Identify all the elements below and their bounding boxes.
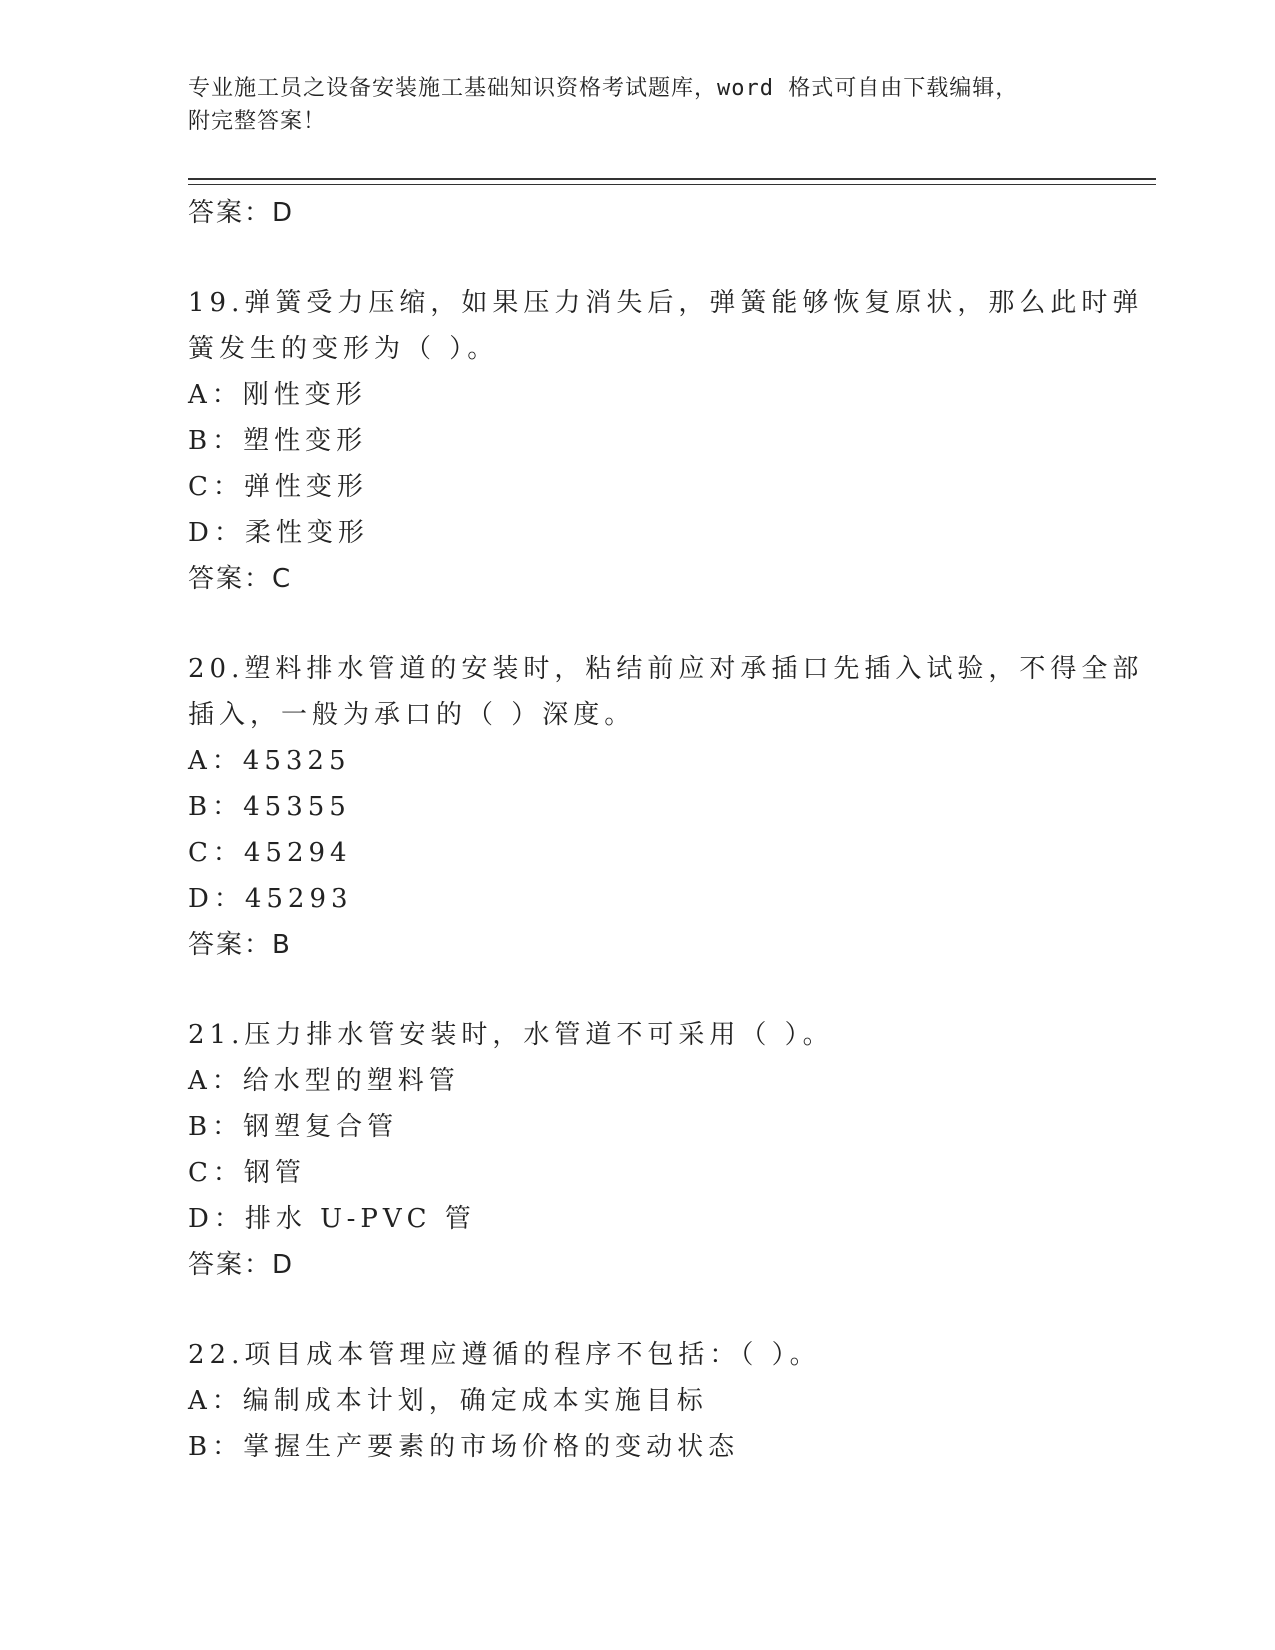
answer-line: 答案：D bbox=[188, 198, 295, 228]
option-a: A：编制成本计划，确定成本实施目标 bbox=[188, 1386, 708, 1416]
option-b: B：塑性变形 bbox=[188, 426, 368, 456]
document-header bbox=[188, 72, 1068, 138]
question-text: 插入，一般为承口的（ ）深度。 bbox=[188, 700, 636, 730]
option-b: B：45355 bbox=[188, 792, 351, 822]
question-20 bbox=[188, 646, 1144, 968]
option-d: D：45293 bbox=[188, 884, 353, 914]
question-19 bbox=[188, 280, 1144, 602]
option-a: A：45325 bbox=[188, 746, 351, 776]
option-d: D：排水 U-PVC 管 bbox=[188, 1204, 476, 1234]
question-21 bbox=[188, 1012, 1088, 1288]
option-d: D：柔性变形 bbox=[188, 518, 369, 548]
question-text: 20.塑料排水管道的安装时，粘结前应对承插口先插入试验，不得全部 bbox=[188, 654, 1144, 684]
question-text: 19.弹簧受力压缩，如果压力消失后，弹簧能够恢复原状，那么此时弹 bbox=[188, 288, 1144, 318]
option-c: C：弹性变形 bbox=[188, 472, 368, 502]
answer-line: 答案：D bbox=[188, 1250, 295, 1280]
header-divider-thick bbox=[188, 178, 1156, 180]
question-text: 21.压力排水管安装时，水管道不可采用（ ）。 bbox=[188, 1020, 834, 1050]
question-22 bbox=[188, 1332, 1088, 1470]
option-c: C：钢管 bbox=[188, 1158, 306, 1188]
option-a: A：刚性变形 bbox=[188, 380, 367, 410]
header-divider-thin bbox=[188, 184, 1156, 185]
answer-line: 答案：B bbox=[188, 930, 292, 960]
question-text: 22.项目成本管理应遵循的程序不包括：（ ）。 bbox=[188, 1340, 821, 1370]
option-b: B：掌握生产要素的市场价格的变动状态 bbox=[188, 1432, 740, 1462]
document-body bbox=[188, 190, 1144, 1470]
header-line-2: 附完整答案！ bbox=[188, 109, 327, 134]
option-a: A：给水型的塑料管 bbox=[188, 1066, 460, 1096]
option-b: B：钢塑复合管 bbox=[188, 1112, 399, 1142]
answer-line: 答案：C bbox=[188, 564, 293, 594]
option-c: C：45294 bbox=[188, 838, 352, 868]
header-line-1: 专业施工员之设备安装施工基础知识资格考试题库，word 格式可自由下载编辑， bbox=[188, 76, 1019, 101]
question-text: 簧发生的变形为（ ）。 bbox=[188, 334, 499, 364]
